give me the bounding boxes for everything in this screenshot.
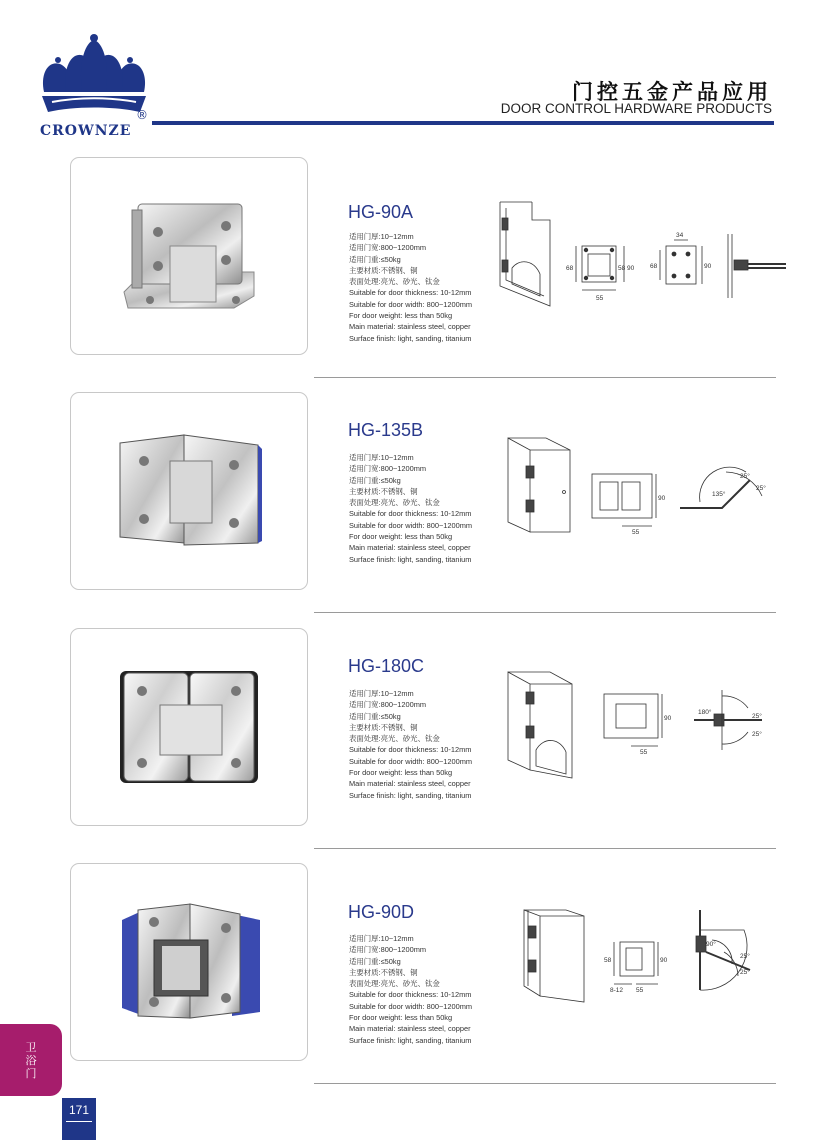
product-specs-hg-180c: 适用门厚:10~12mm 适用门宽:800~1200mm 适用门重:≤50kg 主要材质:不锈钢、铜 表面处理:亮光、砂光、钛金 Suitable for door thickness: 10-12mm Suitable for door width: 800~1200mm For door weight: less than 50kg Main material: stainless steel, copper Surface finish: light, sanding, titanium [349, 689, 473, 800]
hinge-135b-image [114, 431, 264, 551]
brand-name: CROWNZE [40, 123, 132, 139]
dim-label: 25° [752, 713, 762, 720]
dim-label: 68 [566, 265, 574, 272]
dim-label: 68 [650, 263, 658, 270]
technical-drawing-hg-180c [500, 666, 780, 782]
category-side-tab [0, 1024, 62, 1096]
technical-drawing-hg-90a [490, 198, 786, 308]
product-photo-hg-90a [70, 157, 308, 355]
page-title-cn: 门控五金产品应用 [572, 79, 772, 104]
product-model-hg-90a: HG-90A [348, 202, 414, 222]
side-tab-char: 卫 [25, 1040, 37, 1054]
dim-label: 25° [740, 969, 750, 976]
section-divider [314, 1083, 776, 1084]
section-divider [314, 848, 776, 849]
section-divider [314, 377, 776, 378]
section-divider [314, 612, 776, 613]
dim-label: 25° [752, 731, 762, 738]
registered-mark: ® [136, 108, 148, 122]
dim-label: 55 [596, 295, 604, 302]
dim-label: 90° [706, 941, 716, 948]
product-model-hg-90d: HG-90D [348, 902, 415, 922]
dim-label: 55 [632, 529, 640, 536]
technical-drawing-hg-135b [500, 432, 780, 542]
dim-label: 58 [618, 265, 626, 272]
product-specs-hg-90d: 适用门厚:10~12mm 适用门宽:800~1200mm 适用门重:≤50kg 主要材质:不锈钢、铜 表面处理:亮光、砂光、钛金 Suitable for door thickness: 10-12mm Suitable for door width: 800~1200mm For door weight: less than 50kg Main material: stainless steel, copper Surface finish: light, sanding, titanium [349, 934, 473, 1045]
dim-label: 55 [636, 987, 644, 994]
hinge-90d-image [114, 900, 264, 1024]
dim-label: 90 [658, 495, 666, 502]
page-number: 171 [62, 1098, 96, 1140]
header-rule [152, 121, 774, 125]
page-title-en: DOOR CONTROL HARDWARE PRODUCTS [500, 101, 772, 116]
product-photo-hg-180c [70, 628, 308, 826]
dim-label: 34 [676, 232, 684, 239]
hinge-90a-image [114, 196, 264, 316]
dim-label: 90 [660, 957, 668, 964]
dim-label: 25° [756, 485, 766, 492]
product-specs-hg-90a: 适用门厚:10~12mm 适用门宽:800~1200mm 适用门重:≤50kg 主要材质:不锈钢、铜 表面处理:亮光、砂光、钛金 Suitable for door thickness: 10-12mm Suitable for door width: 800~1200mm For door weight: less than 50kg Main material: stainless steel, copper Surface finish: light, sanding, titanium [349, 232, 473, 343]
product-model-hg-180c: HG-180C [348, 656, 425, 676]
dim-label: 90 [627, 265, 635, 272]
product-specs-hg-135b: 适用门厚:10~12mm 适用门宽:800~1200mm 适用门重:≤50kg 主要材质:不锈钢、铜 表面处理:亮光、砂光、钛金 Suitable for door thickness: 10-12mm Suitable for door width: 800~1200mm For door weight: less than 50kg Main material: stainless steel, copper Surface finish: light, sanding, titanium [349, 453, 473, 564]
side-tab-char: 门 [25, 1066, 37, 1080]
dim-label: 90 [664, 715, 672, 722]
product-photo-hg-135b [70, 392, 308, 590]
product-model-hg-135b: HG-135B [348, 420, 424, 440]
technical-drawing-hg-90d [516, 906, 776, 1004]
dim-label: 8-12 [610, 987, 624, 994]
product-photo-hg-90d [70, 863, 308, 1061]
side-tab-char: 浴 [25, 1053, 37, 1067]
hinge-180c-image [114, 665, 264, 789]
dim-label: 25° [740, 953, 750, 960]
dim-label: 58 [604, 957, 612, 964]
dim-label: 55 [640, 749, 648, 756]
dim-label: 135° [712, 491, 726, 498]
dim-label: 25° [740, 473, 750, 480]
dim-label: 90 [704, 263, 712, 270]
dim-label: 180° [698, 709, 712, 716]
